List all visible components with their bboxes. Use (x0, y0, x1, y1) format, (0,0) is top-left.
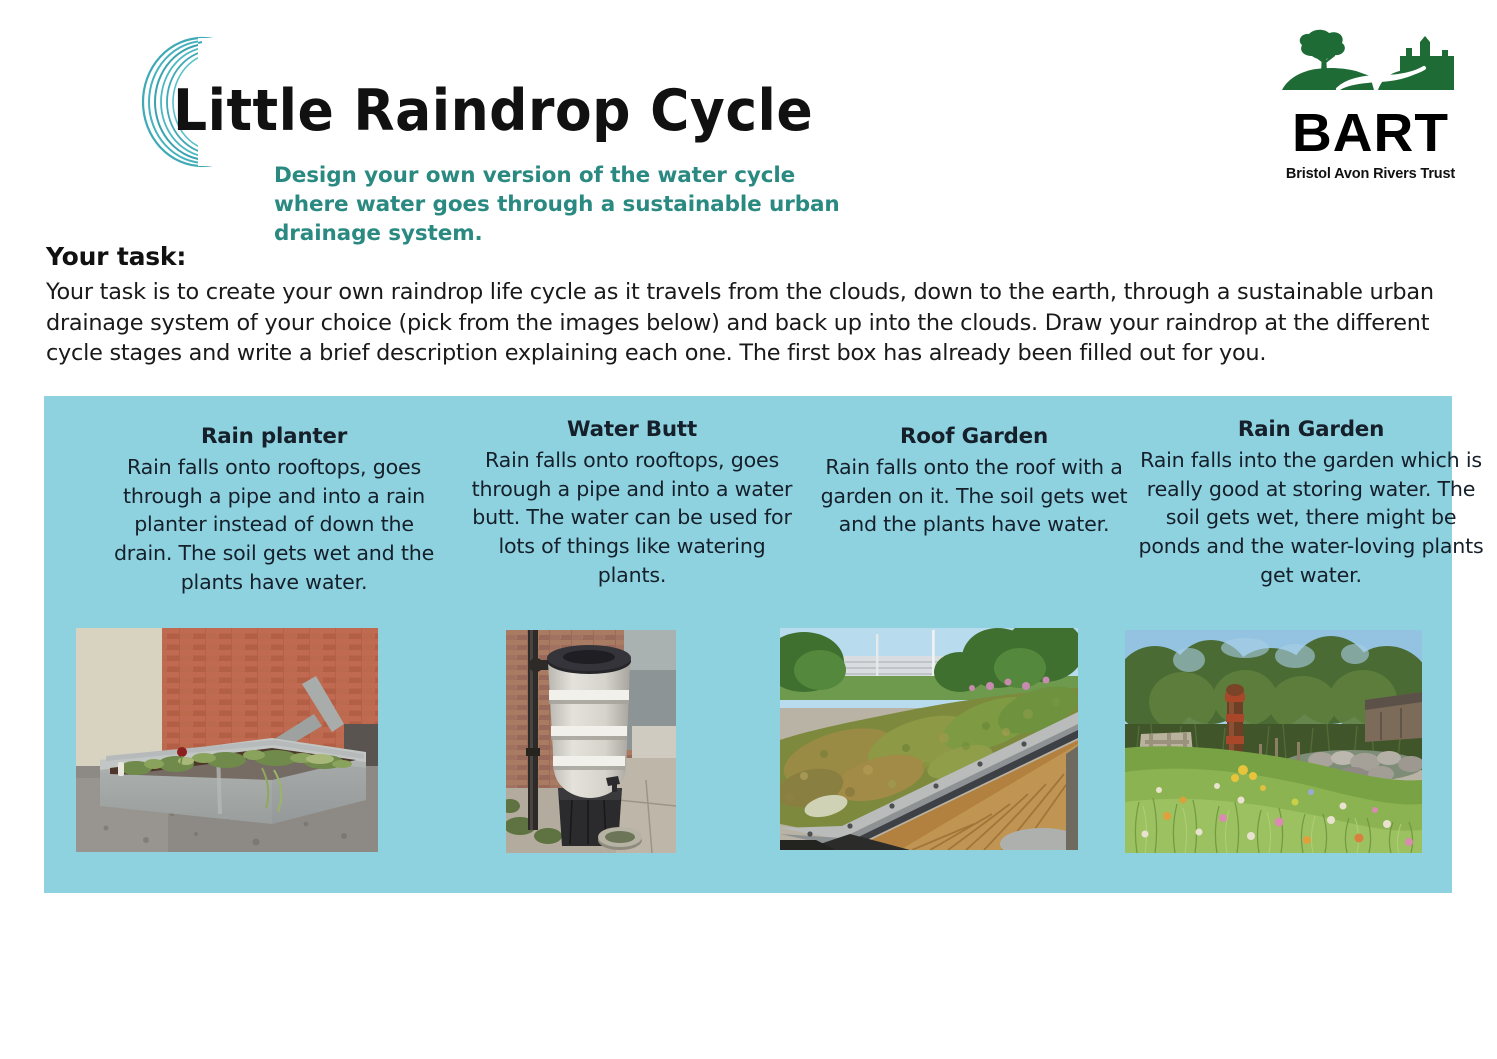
option-description: Rain falls onto the roof with a garden on it. The soil gets wet and the plants have water. (820, 454, 1128, 537)
photo-water-butt (506, 630, 676, 853)
option-description: Rain falls onto rooftops, goes through a pipe and into a water butt. The water can be used for lots of things like watering plants. (471, 447, 793, 587)
option-column-water-butt (464, 396, 800, 590)
photo-roof-garden (780, 628, 1078, 850)
option-column-rain-planter (106, 396, 442, 597)
task-heading: Your task: (46, 242, 187, 271)
option-column-roof-garden (819, 396, 1129, 539)
option-title: Rain Garden (1237, 417, 1385, 442)
bart-wordmark: BART (1291, 103, 1450, 163)
option-text (1136, 396, 1486, 590)
option-title: Water Butt (567, 417, 697, 442)
bart-tagline: Bristol Avon Rivers Trust (1285, 166, 1456, 182)
option-text (106, 396, 442, 597)
page-header (0, 0, 1497, 246)
task-body: Your task is to create your own raindrop life cycle as it travels from the clouds, down to the earth, through a sustainable urban drainage system of your choice (pick from the images below) and back up into the clouds. Draw your raindrop at the different cycle stages and write a brief description explaining each one. The first box has already been filled out for you. (46, 279, 1434, 366)
photo-rain-planter (76, 628, 378, 852)
option-description: Rain falls onto rooftops, goes through a pipe and into a rain planter instead of down the drain. The soil gets wet and the plants have water. (113, 454, 435, 594)
page-title: Little Raindrop Cycle (173, 78, 814, 144)
option-column-rain-garden (1136, 396, 1486, 590)
option-text (464, 396, 800, 590)
option-description: Rain falls into the garden which is really good at storing water. The soil gets wet, there might be ponds and the water-loving plants get water. (1138, 447, 1484, 587)
task-section (46, 242, 1458, 369)
bart-logo (1268, 28, 1473, 182)
river-landscape-icon (1282, 28, 1460, 108)
sud-options-panel (44, 396, 1484, 893)
option-title: Roof Garden (899, 424, 1048, 449)
option-text (819, 396, 1129, 539)
option-title: Rain planter (200, 424, 348, 449)
page-subtitle: Design your own version of the water cycle where water goes through a sustainable urban drainage system. (274, 163, 840, 246)
photo-rain-garden (1125, 630, 1422, 853)
